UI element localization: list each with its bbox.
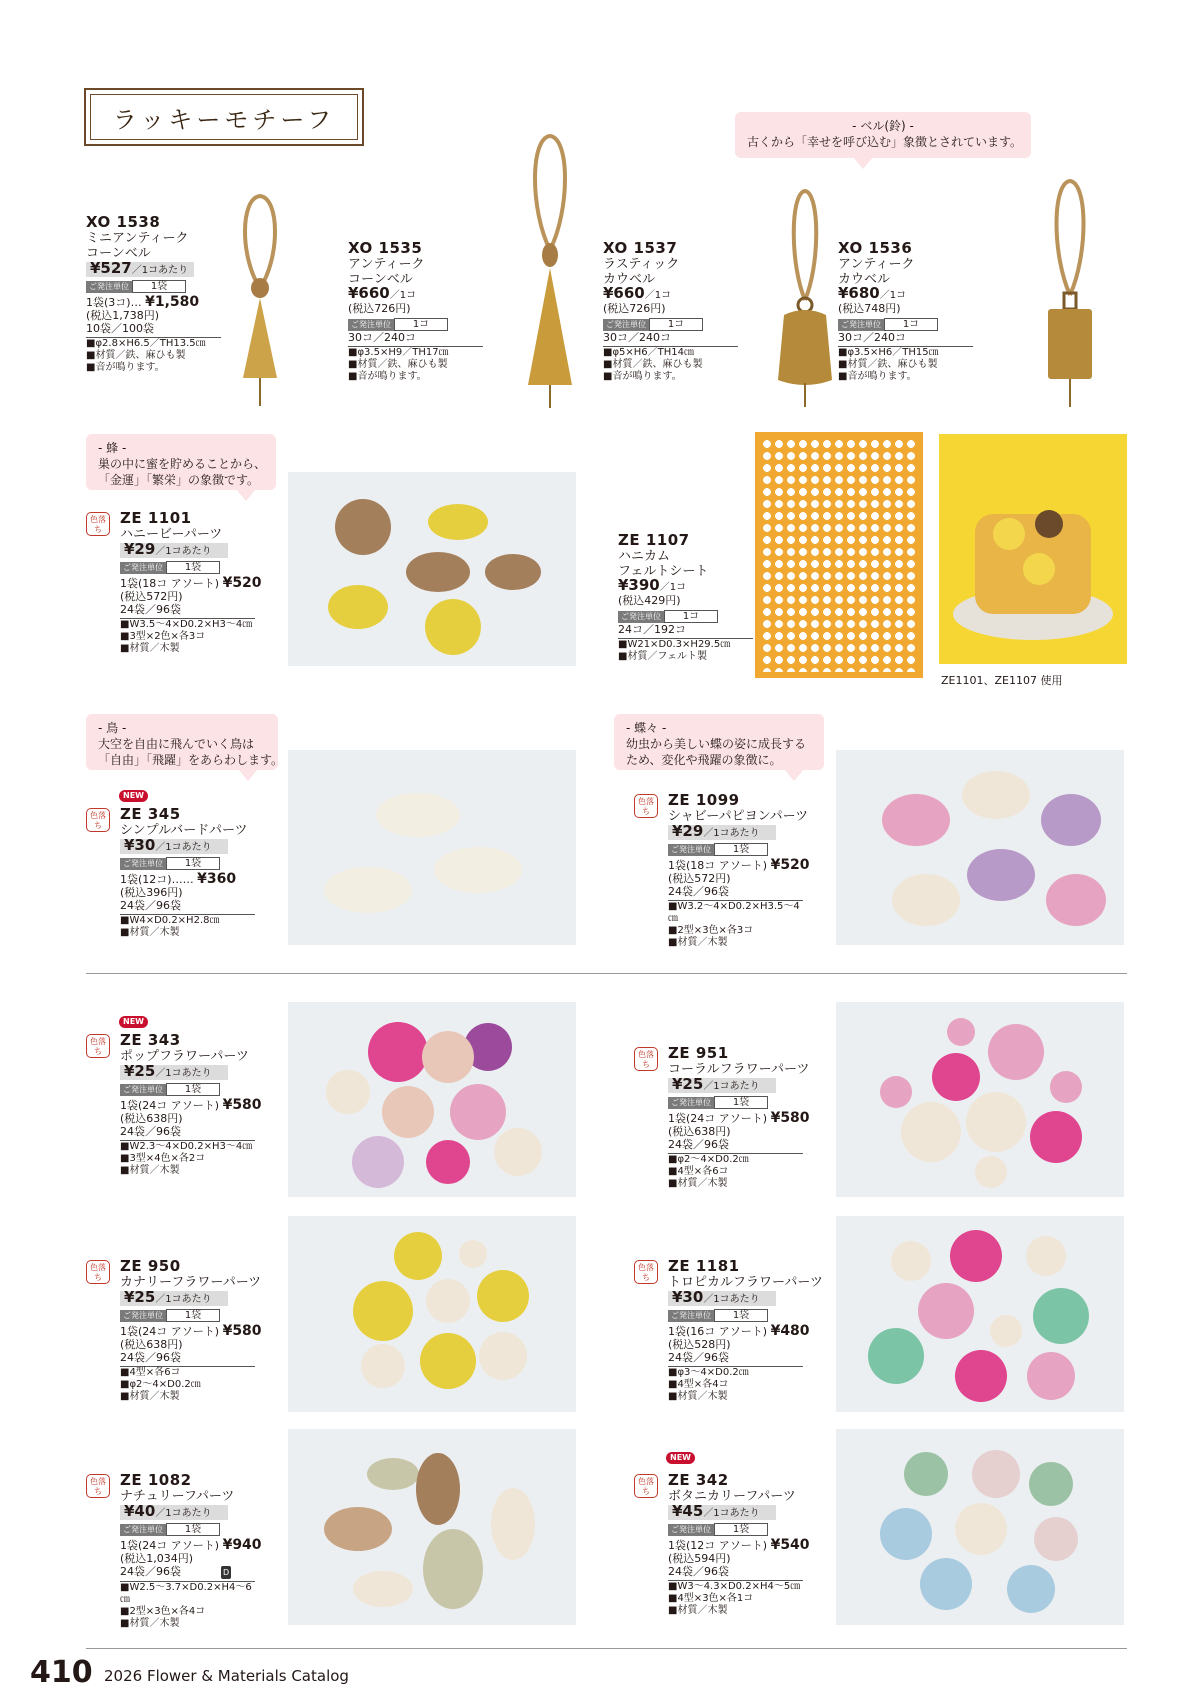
spec-line: ■音が鳴ります。 [603,371,682,382]
specs [120,618,255,655]
product-code: ZE 343 [120,1031,181,1049]
color-fade-badge: 色落ち [86,808,110,832]
order-label: ご発注単位 [668,844,714,856]
bee-bubble [86,434,276,490]
price-box [668,822,776,840]
spec-line: ■3型×2色×各3コ [120,631,206,642]
pack-price: ¥580 [222,1097,262,1113]
bubble-title: - ベル(鈴) - [852,119,914,133]
product-name: アンティーク [348,257,425,272]
order-label: ご発注単位 [838,319,884,331]
color-fade-badge: 色落ち [86,1034,110,1058]
price: ¥29 [672,822,704,840]
product-name: ナチュリーフパーツ [120,1489,235,1504]
pack-text: 1袋(12コ)…… [120,873,194,886]
honeycomb-sheet-photo [755,432,923,678]
arrangement-photo [939,434,1127,664]
section-divider [86,973,1127,974]
product-code: XO 1536 [838,239,913,257]
price-unit: ／1コあたり [131,265,189,276]
quantity: 24袋／96袋 [120,603,181,616]
order-label: ご発注単位 [120,1084,166,1096]
quantity: 30コ／240コ [838,331,906,344]
spec-line: ■W2.3～4×D0.2×H3～4㎝ [120,1141,253,1152]
price-unit: ／1コあたり [155,546,212,557]
specs [120,1366,255,1403]
price-line [838,284,1048,302]
quantity: 30コ／240コ [603,331,671,344]
price: ¥25 [672,1075,704,1093]
color-fade-badge: 色落ち [86,1474,110,1498]
pack-text: 1袋(12コ アソート) [668,1539,768,1552]
product-name: カウベル [838,272,891,287]
quantity: 24袋／96袋 [120,1351,181,1364]
spec-line: ■材質／鉄、麻ひも製 [603,359,703,370]
spec-line: ■材質／木製 [120,1391,180,1402]
pack-text: 1袋(24コ アソート) [668,1112,768,1125]
product-code: ZE 1099 [668,791,740,809]
order-value: 1袋 [166,561,220,574]
tax-price: (税込594円) [668,1552,731,1565]
spec-line: ■4型×各4コ [668,1379,729,1390]
price: ¥45 [672,1502,704,1520]
color-fade-badge: 色落ち [634,1260,658,1284]
spec-line: ■材質／木製 [120,1618,180,1629]
pack-text: 1袋(18コ アソート) [668,859,768,872]
quantity: 10袋／100袋 [86,322,154,335]
quantity: 24袋／96袋 [668,885,729,898]
pack-price: ¥520 [222,575,262,591]
spec-line: ■W3.5～4×D0.2×H3～4㎝ [120,619,253,630]
tax-price: (税込638円) [668,1125,731,1138]
specs [618,638,753,663]
price-unit: ／1コあたり [155,1068,212,1079]
product-name: カウベル [603,272,656,287]
spec-line: ■φ2.8×H6.5／TH13.5㎝ [86,338,206,349]
pop-flower-parts-photo [288,1002,576,1197]
bubble-text: ため、変化や飛躍の象徴に。 [626,753,782,767]
order-value: 1コ [394,318,448,331]
order-label: ご発注単位 [86,281,132,293]
section-title [84,88,364,146]
product-name: コーンベル [348,272,413,287]
order-value: 1袋 [166,857,220,870]
price-box [120,1288,228,1306]
tropical-flower-parts-photo [836,1216,1124,1412]
pack-price: ¥520 [770,857,810,873]
order-value: 1袋 [714,843,768,856]
product-name: シャビーパピヨンパーツ [668,809,809,824]
spec-line: ■2型×3色×各3コ [668,925,754,936]
bird-bubble [86,714,284,770]
spec-line: ■材質／木製 [668,1178,728,1189]
tax-price: (税込528円) [668,1338,731,1351]
spec-line: ■φ2～4×D0.2㎝ [668,1154,749,1165]
spec-line: ■材質／木製 [668,937,728,948]
order-value: 1コ [649,318,703,331]
specs [603,346,738,383]
price: ¥30 [672,1288,704,1306]
pack-text: 1袋(18コ アソート) [120,577,220,590]
price-unit: ／1コ [389,290,417,301]
spec-line: ■材質／木製 [120,1165,180,1176]
order-value: 1袋 [132,280,186,293]
cylinder-bell-image [1040,175,1100,410]
spec-line: ■材質／鉄、麻ひも製 [838,359,938,370]
product-name: シンプルバードパーツ [120,823,248,838]
tax-price: (税込726円) [348,302,411,315]
product-name: ハニカム [618,549,671,564]
cone-bell-image [522,130,578,410]
pack-text: 1袋(3コ)… [86,296,142,309]
color-fade-badge: 色落ち [86,512,110,536]
price-box [120,1062,228,1080]
specs [668,1366,803,1403]
natural-leaf-parts-photo [288,1429,576,1625]
d-mark: D [223,1568,230,1577]
price: ¥660 [348,284,390,302]
quantity: 24袋／96袋 [668,1565,729,1578]
price-unit: ／1コあたり [155,842,212,853]
spec-line: ■3型×4色×各2コ [120,1153,206,1164]
product-name: ハニービーパーツ [120,527,223,542]
order-label: ご発注単位 [120,1310,166,1322]
tax-price: (税込396円) [120,886,183,899]
bubble-text: 幼虫から美しい蝶の姿に成長する [626,737,807,751]
bubble-title: - 蜂 - [98,441,127,455]
product-code: ZE 1107 [618,531,690,549]
spec-line: ■φ3.5×H9／TH17㎝ [348,347,449,358]
pack-price: ¥360 [197,871,237,887]
color-fade-badge: 色落ち [634,1474,658,1498]
product-code: XO 1538 [86,213,161,231]
price: ¥30 [124,836,156,854]
pack-price: ¥940 [222,1537,262,1553]
section-title-text: ラッキーモチーフ [112,105,336,134]
price: ¥29 [124,540,156,558]
bubble-title: - 鳥 - [98,721,127,735]
price-unit: ／1コあたり [155,1508,212,1519]
specs [120,1140,255,1177]
spec-line: ■W2.5～3.7×D0.2×H4～6㎝ [120,1582,252,1605]
order-value: 1袋 [166,1523,220,1536]
spec-line: ■材質／木製 [120,927,180,938]
quantity: 24袋／96袋 [120,899,181,912]
product-name: ボタニカリーフパーツ [668,1489,796,1504]
color-fade-badge: 色落ち [86,1260,110,1284]
specs [86,337,221,374]
spec-line: ■4型×各6コ [668,1166,729,1177]
price-unit: ／1コ [659,582,687,593]
product-code: ZE 1101 [120,509,192,527]
price-box [120,836,228,854]
product-code: ZE 1181 [668,1257,740,1275]
order-value: 1コ [664,610,718,623]
order-label: ご発注単位 [120,562,166,574]
tax-price: (税込726円) [603,302,666,315]
product-name: コーラルフラワーパーツ [668,1062,810,1077]
spec-line: ■材質／鉄、麻ひも製 [86,350,186,361]
spec-line: ■音が鳴ります。 [348,371,427,382]
price-unit: ／1コ [644,290,672,301]
spec-line: ■音が鳴ります。 [86,362,165,373]
pack-price: ¥540 [770,1537,810,1553]
quantity: 24袋／96袋 [120,1125,181,1138]
quantity: 24袋／96袋 [120,1565,181,1578]
pack-text: 1袋(24コ アソート) [120,1099,220,1112]
catalog-title: 2026 Flower & Materials Catalog [104,1667,349,1685]
specs [668,1153,803,1190]
cone-bell-small-image [235,188,285,410]
order-unit [838,318,1048,331]
specs [120,914,255,939]
specs [838,346,973,383]
product-code: ZE 951 [668,1044,729,1062]
spec-line: ■材質／木製 [668,1605,728,1616]
bubble-text: 古くから「幸せを呼び込む」象徴とされています。 [747,135,1023,149]
tax-price: (税込748円) [838,302,901,315]
price-unit: ／1コあたり [155,1294,212,1305]
price: ¥390 [618,576,660,594]
price: ¥660 [603,284,645,302]
tax-price: (税込638円) [120,1338,183,1351]
product-name: トロピカルフラワーパーツ [668,1275,823,1290]
spec-line: ■W4×D0.2×H2.8㎝ [120,915,220,926]
tax-price: (税込1,738円) [86,309,160,322]
price-box [668,1502,776,1520]
new-badge: NEW [119,1016,148,1028]
pack-price: ¥580 [222,1323,262,1339]
tax-price: (税込1,034円) [120,1552,194,1565]
spec-line: ■W21×D0.3×H29.5㎝ [618,639,731,650]
butterfly-bubble [614,714,824,770]
price: ¥25 [124,1062,156,1080]
order-label: ご発注単位 [120,858,166,870]
bubble-text: 「金運」「繁栄」の象徴です。 [98,473,260,487]
product-name: フェルトシート [618,564,709,579]
order-value: 1袋 [166,1083,220,1096]
spec-line: ■材質／木製 [120,643,180,654]
price-unit: ／1コあたり [703,1508,760,1519]
order-value: 1コ [884,318,938,331]
price: ¥527 [90,259,132,277]
quantity: 30コ／240コ [348,331,416,344]
price-box [120,540,228,558]
bell-bubble [735,112,1031,158]
spec-line: ■材質／木製 [668,1391,728,1402]
product-code: XO 1537 [603,239,678,257]
spec-line: ■W3.2～4×D0.2×H3.5～4㎝ [668,901,800,924]
product-code: ZE 950 [120,1257,181,1275]
price-unit: ／1コ [879,290,907,301]
order-value: 1袋 [714,1523,768,1536]
product-name: ラスティック [603,257,680,272]
spec-line: ■φ3～4×D0.2㎝ [668,1367,749,1378]
order-label: ご発注単位 [668,1097,714,1109]
order-label: ご発注単位 [668,1524,714,1536]
page-number: 410 [30,1655,93,1690]
product-name: コーンベル [86,246,151,261]
price-box [86,259,194,277]
spec-line: ■音が鳴ります。 [838,371,917,382]
price-unit: ／1コあたり [703,828,760,839]
photo-caption: ZE1101、ZE1107 使用 [941,674,1063,687]
price-box [120,1502,228,1520]
price-unit: ／1コあたり [703,1081,760,1092]
product-name: アンティーク [838,257,915,272]
specs [120,1581,255,1630]
bubble-text: 大空を自由に飛んでいく鳥は [98,737,255,751]
price-box [668,1075,776,1093]
color-fade-badge: 色落ち [634,1047,658,1071]
canary-flower-parts-photo [288,1216,576,1412]
pack-price: ¥1,580 [145,294,200,310]
quantity: 24袋／96袋 [668,1351,729,1364]
botanical-leaf-parts-photo [836,1429,1124,1625]
specs [668,1580,803,1617]
order-value: 1袋 [714,1309,768,1322]
coral-flower-parts-photo [836,1002,1124,1197]
spec-line: ■φ5×H6／TH14㎝ [603,347,695,358]
product-code: ZE 1082 [120,1471,192,1489]
order-value: 1袋 [714,1096,768,1109]
spec-line: ■材質／フェルト製 [618,651,707,662]
order-label: ご発注単位 [603,319,649,331]
bubble-text: 「自由」「飛躍」をあらわします。 [98,753,284,767]
product-name: カナリーフラワーパーツ [120,1275,262,1290]
specs [668,900,803,949]
order-label: ご発注単位 [618,611,664,623]
price-unit: ／1コあたり [703,1294,760,1305]
pack-price: ¥480 [770,1323,810,1339]
order-value: 1袋 [166,1309,220,1322]
spec-line: ■2型×3色×各4コ [120,1606,206,1617]
product-code: XO 1535 [348,239,423,257]
new-badge: NEW [119,790,148,802]
order-label: ご発注単位 [348,319,394,331]
product-code: ZE 345 [120,805,181,823]
pack-price: ¥580 [770,1110,810,1126]
footer-divider [86,1648,1127,1649]
product-xo1536 [838,240,1048,383]
tax-price: (税込638円) [120,1112,183,1125]
price: ¥40 [124,1502,156,1520]
order-label: ご発注単位 [120,1524,166,1536]
specs [348,346,483,383]
color-fade-badge: 色落ち [634,794,658,818]
tax-price: (税込429円) [618,594,681,607]
order-label: ご発注単位 [668,1310,714,1322]
spec-line: ■4型×3色×各1コ [668,1593,754,1604]
spec-line: ■φ2～4×D0.2㎝ [120,1379,201,1390]
bubble-title: - 蝶々 - [626,721,667,735]
butterfly-parts-photo [836,750,1124,945]
pack-text: 1袋(16コ アソート) [668,1325,768,1338]
quantity: 24袋／96袋 [668,1138,729,1151]
tax-price: (税込572円) [120,590,183,603]
product-name: ミニアンティーク [86,231,189,246]
spec-line: ■φ3.5×H6／TH15㎝ [838,347,939,358]
pack-text: 1袋(24コ アソート) [120,1539,220,1552]
bird-parts-photo [288,750,576,945]
cow-bell-image [770,185,840,410]
pack-text: 1袋(24コ アソート) [120,1325,220,1338]
bubble-text: 巣の中に蜜を貯めることから、 [98,457,267,471]
spec-line: ■W3～4.3×D0.2×H4～5㎝ [668,1581,801,1592]
product-code: ZE 342 [668,1471,729,1489]
honeybee-parts-photo [288,472,576,666]
quantity: 24コ／192コ [618,623,686,636]
price-box [668,1288,776,1306]
tax-price: (税込572円) [668,872,731,885]
price: ¥680 [838,284,880,302]
new-badge: NEW [666,1452,695,1464]
spec-line: ■4型×各6コ [120,1367,181,1378]
product-name: ポップフラワーパーツ [120,1049,249,1064]
price: ¥25 [124,1288,156,1306]
spec-line: ■材質／鉄、麻ひも製 [348,359,448,370]
